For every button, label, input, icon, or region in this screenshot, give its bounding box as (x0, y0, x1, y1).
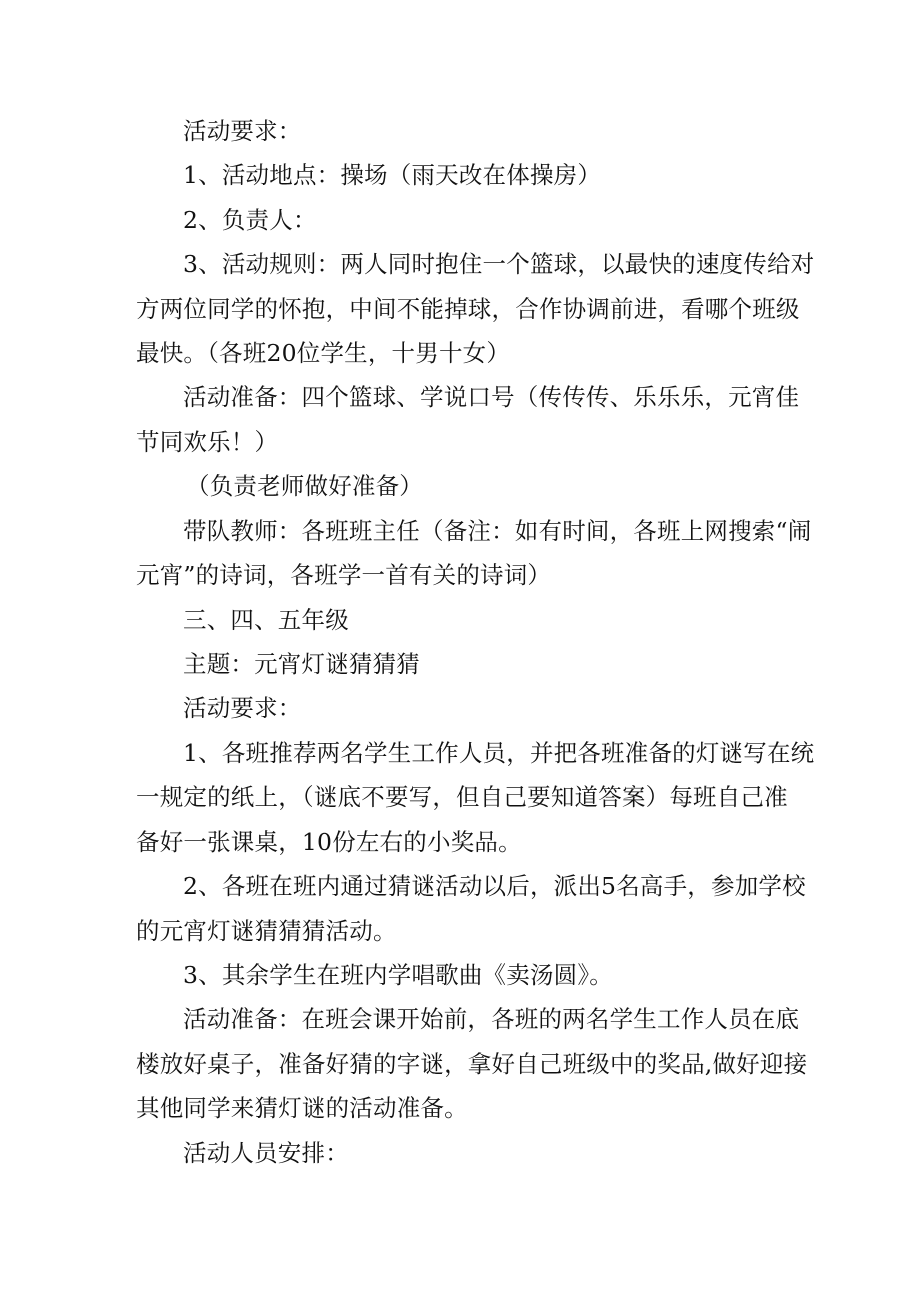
section-heading: 三、四、五年级 (183, 606, 349, 634)
text-line: 方两位同学的怀抱，中间不能掉球，合作协调前进，看哪个班级 (136, 295, 800, 323)
text-line: 其他同学来猜灯谜的活动准备。 (136, 1094, 468, 1122)
text-line: 主题：元宵灯谜猜猜猜 (183, 650, 420, 678)
text-line: 备好一张课桌，10份左右的小奖品。 (136, 828, 522, 856)
text-line: 活动人员安排： (183, 1139, 349, 1167)
text-line: 活动准备：四个篮球、学说口号（传传传、乐乐乐，元宵佳 (183, 383, 800, 411)
text-line: 元宵”的诗词，各班学一首有关的诗词） (136, 561, 552, 589)
text-line: 活动要求： (183, 694, 302, 722)
text-line: 一规定的纸上，（谜底不要写，但自己要知道答案）每班自己准 (136, 783, 788, 811)
text-line: 3、其余学生在班内学唱歌曲《卖汤圆》。 (183, 961, 614, 989)
text-line: 节同欢乐！） (136, 428, 279, 456)
text-line: 2、各班在班内通过猜谜活动以后，派出5名高手，参加学校 (183, 872, 806, 900)
text-line: （负责老师做好准备） (186, 472, 423, 500)
text-line: 活动要求： (183, 117, 302, 145)
text-line: 带队教师：各班班主任（备注：如有时间，各班上网搜索“闹 (183, 517, 812, 545)
text-line: 的元宵灯谜猜猜猜活动。 (136, 917, 397, 945)
text-line: 活动准备：在班会课开始前，各班的两名学生工作人员在底 (183, 1005, 800, 1033)
text-line: 1、各班推荐两名学生工作人员，并把各班准备的灯谜写在统 (183, 739, 815, 767)
text-line: 最快。（各班20位学生，十男十女） (136, 339, 511, 367)
text-line: 2、负责人： (183, 206, 317, 234)
text-line: 楼放好桌子，准备好猜的字谜，拿好自己班级中的奖品,做好迎接 (136, 1050, 808, 1078)
text-line: 1、活动地点：操场（雨天改在体操房） (183, 161, 602, 189)
text-line: 3、活动规则：两人同时抱住一个篮球，以最快的速度传给对 (183, 250, 815, 278)
